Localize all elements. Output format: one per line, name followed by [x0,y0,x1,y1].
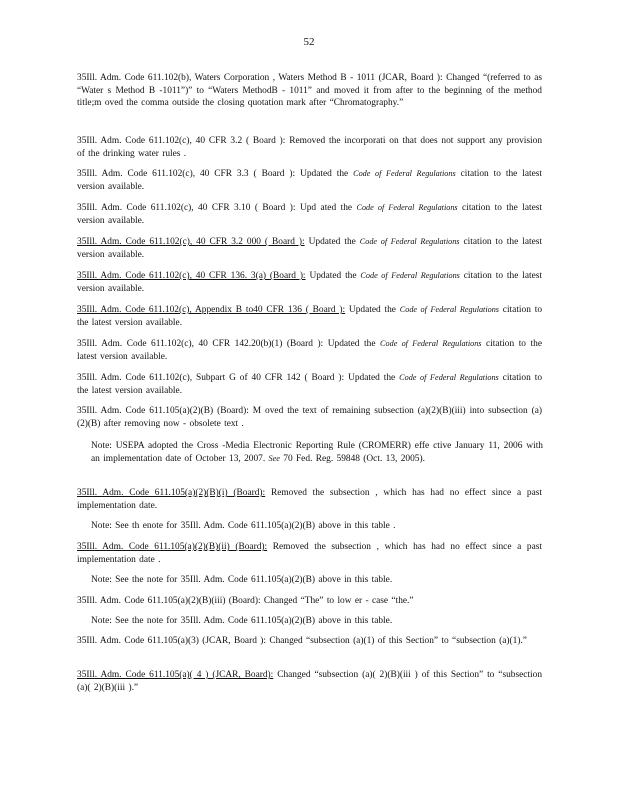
table-entry [77,338,542,363]
entry-citation: 35Ill. Adm. Code 611.105(a)(2)(B)(i) (Board): [77,488,266,498]
table-entry [77,487,542,512]
cfr-title: Code of Federal Regulations [356,203,458,212]
table-entry [77,72,542,110]
entry-text: Changed “subsection (a)(1) of this Section” to “subsection (a)(1).” [269,636,527,646]
entry-text-pre: Updated the [308,237,360,247]
table-note: Note: See the note for 35Ill. Adm. Code 611.105(a)(2)(B) above in this table. [91,616,393,626]
entry-text: Removed the incorporati on that does not support any provision of the drinking water rules . [77,136,543,159]
table-entry [77,202,542,227]
entry-citation: 35Ill. Adm. Code 611.102(c), 40 CFR 3.2 000 ( Board ): [77,237,305,247]
entry-text-pre: Upd ated the [299,203,357,213]
entry-text: M oved the text of remaining subsection (a)(2)(B)(iii) into subsection (a)(2)(B) after removing now - obsolete text . [77,406,542,429]
entry-citation: 35Ill. Adm. Code 611.102(c), 40 CFR 142.20(b)(1) (Board ): [77,339,324,349]
entry-text-pre: Updated the [309,271,361,281]
entry-text-pre: Updated the [300,169,354,179]
entry-text-post: citation to the latest version available. [77,305,543,328]
table-entry [77,541,542,566]
note-text-pre: Note: USEPA adopted the Cross -Media Electronic Reporting Rule (CROMERR) effe ctive January 11, 2006 with an implementation date of October 13, 2007. [91,441,543,464]
cfr-title: Code of Federal Regulations [353,169,456,178]
table-note [91,440,543,465]
entry-text: Changed “(referred to as “Water s Method B -1011”)” to “Waters MethodB - 1011” and moved it from after to the beginning of the method title;m oved the comma outside the closing quotation mark after “Chromatography.” [77,73,542,109]
table-note: Note: See th enote for 35Ill. Adm. Code 611.105(a)(2)(B) above in this table . [91,521,396,531]
entry-citation: 35Ill. Adm. Code 611.102(c), 40 CFR 3.2 ( Board ): [77,136,286,146]
entry-text-post: citation to the latest version available. [77,237,543,260]
entry-citation: 35Ill. Adm. Code 611.102(c), 40 CFR 3.10 ( Board ): [77,203,296,213]
entry-text-post: citation to the latest version available. [77,271,543,294]
table-entry [77,270,542,295]
table-entry [77,304,542,329]
entry-text: Changed “subsection (a)( 2)(B)(iii ) of this Section” to “subsection (a)( 2)(B)(iii ).” [77,670,543,693]
entry-text-pre: Updated the [348,373,400,383]
cfr-title: Code of Federal Regulations [380,339,482,348]
entry-text: Removed the subsection , which has had no effect since a past implementation date. [77,488,542,511]
table-entry [77,405,542,430]
entry-citation: 35Ill. Adm. Code 611.102(c), 40 CFR 3.3 ( Board ): [77,169,296,179]
entry-text-post: citation to the latest version available. [77,339,542,362]
entry-text-post: citation to the latest version available. [77,203,543,226]
entry-citation: 35Ill. Adm. Code 611.105(a)(3) (JCAR, Board ): [77,636,266,646]
cfr-title: Code of Federal Regulations [399,305,499,314]
cfr-title: Code of Federal Regulations [399,373,499,382]
table-entry [77,372,542,397]
entry-text-post: citation to the latest version available. [77,169,543,192]
see-signal: See [268,453,280,463]
table-entry [77,595,542,608]
page-number: 52 [303,36,315,48]
entry-citation: 35Ill. Adm. Code 611.102(b), Waters Corporation , Waters Method B - 1011 (JCAR, Board ): [77,73,443,83]
table-entry [77,236,542,261]
table-entry [77,635,542,648]
cfr-title: Code of Federal Regulations [359,237,460,246]
table-entry [77,168,542,193]
cfr-title: Code of Federal Regulations [360,271,460,280]
entry-citation: 35Ill. Adm. Code 611.105(a)(2)(B)(ii) (Board): [77,542,268,552]
table-entry [77,135,542,160]
entry-text: Removed the subsection , which has had no effect since a past implementation date . [77,542,543,565]
entry-citation: 35Ill. Adm. Code 611.105(a)(2)(B) (Board): [77,406,249,416]
entry-text-pre: Updated the [327,339,381,349]
entry-citation: 35Ill. Adm. Code 611.102(c), Subpart G of 40 CFR 142 ( Board ): [77,373,345,383]
entry-citation: 35Ill. Adm. Code 611.102(c), Appendix B to40 CFR 136 ( Board ): [77,305,346,315]
entry-citation: 35Ill. Adm. Code 611.105(a)(2)(B)(iii) (Board): [77,596,261,606]
entry-citation: 35Ill. Adm. Code 611.102(c), 40 CFR 136. 3(a) (Board ): [77,271,306,281]
table-note: Note: See the note for 35Ill. Adm. Code 611.105(a)(2)(B) above in this table. [91,575,393,585]
table-entry [77,669,542,694]
entry-citation: 35Ill. Adm. Code 611.105(a)( 4 ) (JCAR, Board): [77,670,274,680]
entry-text-pre: Updated the [348,305,400,315]
note-text-post: 70 Fed. Reg. 59848 (Oct. 13, 2005). [279,453,425,464]
entry-text-post: citation to the latest version available. [77,373,543,396]
entry-text: Changed “The” to low er - case “the.” [263,596,414,606]
